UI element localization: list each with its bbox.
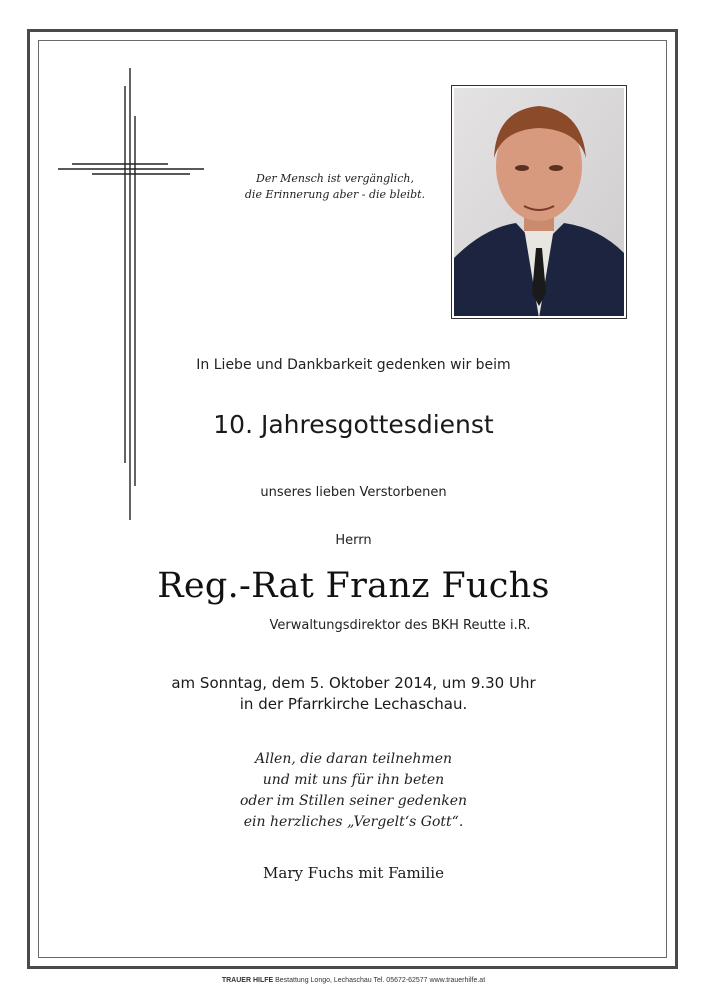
intro-text: In Liebe und Dankbarkeit gedenken wir beim — [196, 357, 511, 373]
verse-line: oder im Stillen seiner gedenken — [239, 793, 468, 809]
memorial-quote — [230, 171, 440, 203]
portrait-photo — [451, 85, 627, 319]
verse-line: ein herzliches „Vergelt‘s Gott“. — [243, 814, 464, 830]
verse-line: Allen, die daran teilnehmen — [254, 751, 453, 767]
cross-icon — [58, 68, 204, 520]
quote-line: Der Mensch ist vergänglich, — [256, 172, 414, 185]
deceased-phrase: unseres lieben Verstorbenen — [260, 485, 447, 500]
signature: Mary Fuchs mit Familie — [263, 864, 444, 882]
quote-line: die Erinnerung aber - die bleibt. — [244, 188, 426, 201]
thanks-verse — [200, 749, 507, 833]
verse-line: und mit uns für ihn beten — [262, 772, 445, 788]
deceased-role: Verwaltungsdirektor des BKH Reutte i.R. — [269, 618, 531, 633]
service-place: in der Pfarrkirche Lechaschau. — [239, 695, 468, 713]
footer — [0, 977, 707, 984]
footer-text: Bestattung Longo, Lechaschau Tel. 05672-62577 www.trauerhilfe.at — [275, 977, 486, 984]
footer-brand: TRAUER HILFE — [221, 977, 274, 984]
deceased-name: Reg.-Rat Franz Fuchs — [157, 566, 550, 606]
service-date: am Sonntag, dem 5. Oktober 2014, um 9.30 Uhr — [171, 674, 536, 692]
event-title: 10. Jahresgottesdienst — [213, 410, 494, 439]
title-word: Herrn — [335, 533, 372, 548]
